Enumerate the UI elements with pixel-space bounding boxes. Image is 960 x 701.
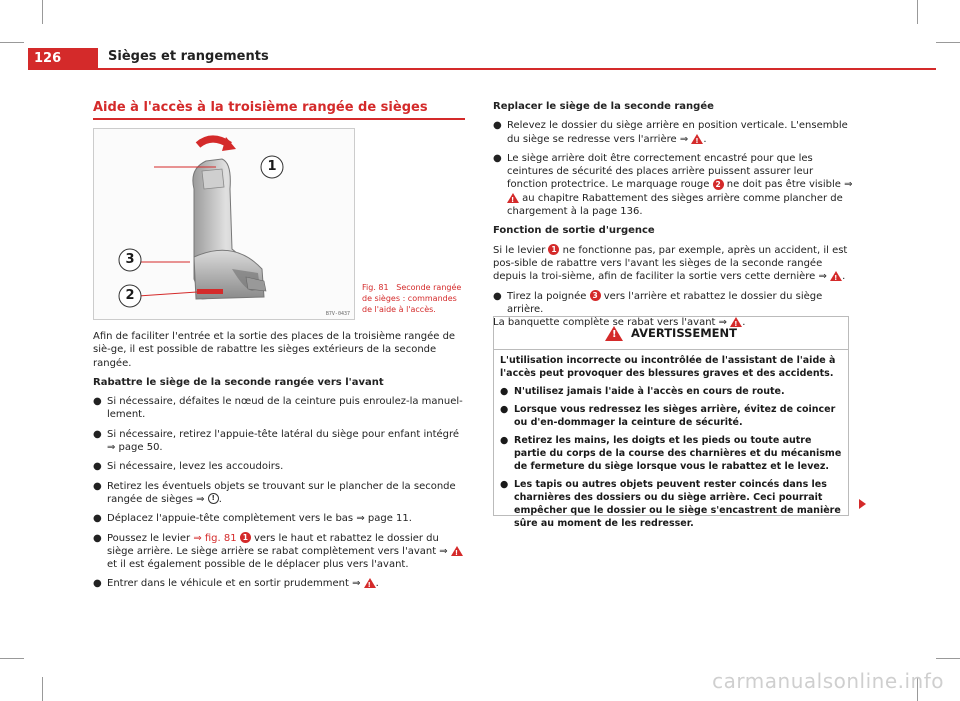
list-item-text: Entrer dans le véhicule et en sortir prudemment ⇒ xyxy=(107,578,361,590)
warning-icon[interactable] xyxy=(451,546,463,556)
warning-header xyxy=(494,317,848,350)
right-column xyxy=(493,100,853,335)
figure-caption xyxy=(362,282,466,315)
crop-mark xyxy=(42,0,43,24)
list-item-text: Si nécessaire, retirez l'appuie-tête latéral du siège pour enfant intégré ⇒ page 50. xyxy=(107,428,460,454)
list-item: ● Tirez la poignée 3 vers l'arrière et rabattez le dossier du siège arrière. xyxy=(493,290,823,315)
list-item-text: vers l'arrière et rabattez le dossier du siège arrière. xyxy=(507,290,823,315)
list-item-text: Si nécessaire, levez les accoudoirs. xyxy=(107,461,284,473)
paragraph-text: ne fonctionne pas, par exemple, après un accident, il est pos-sible de rabattre vers l'avant les sièges de la seconde rangée depuis la troi-sième, afin de faciliter la sortie vers cette dernière ⇒ xyxy=(493,244,848,283)
list-item-text: Relevez le dossier du siège arrière en position verticale. L'ensemble du siège se redresse vers l'arrière ⇒ xyxy=(507,120,848,145)
warning-icon xyxy=(605,326,623,341)
list-item: ● Si nécessaire, défaites le nœud de la ceinture puis enroulez-la manuel-lement. xyxy=(93,396,463,421)
list-item: ● Poussez le levier ⇒ fig. 81 1 vers le haut et rabattez le dossier du siège arrière. Le siège arrière se rabat complètement vers l'avant ⇒ ! et il est également possible de le déplacer plus vers l'avant. xyxy=(93,532,465,572)
paragraph-text: La banquette complète se rabat vers l'avant ⇒ xyxy=(493,317,728,329)
section-title: Aide à l'accès à la troisième rangée de sièges xyxy=(93,100,428,115)
crop-mark xyxy=(0,42,24,43)
list-item-text: Le siège arrière doit être correctement encastré pour que les ceintures de sécurité des places arrière puissent assurer leur fonction protectrice. Le marquage rouge xyxy=(507,152,814,191)
callout-ref: 1 xyxy=(240,532,251,543)
warning-icon[interactable] xyxy=(364,578,376,588)
list-item: ● Les tapis ou autres objets peuvent rester coincés dans les charnières des dossiers ou du siège arrière. Ceci pourrait empêcher que le dossier ou le siège s'encastrent de manière sûre au moment de les redresser. xyxy=(500,479,841,529)
warning-body xyxy=(494,350,848,530)
figure-caption-text: Seconde rangée de sièges : commandes de l'aide à l'accès. xyxy=(362,283,462,314)
seat-figure xyxy=(93,128,355,320)
list-item: ● Entrer dans le véhicule et en sortir prudemment ⇒ ! . xyxy=(93,577,465,590)
watermark: carmanualsonline.info xyxy=(712,669,944,693)
list-item-text: Les tapis ou autres objets peuvent rester coincés dans les charnières des dossiers ou du siège arrière. Ceci pourrait empêcher que le dossier ou le siège s'encastrent de manière sûre au moment de les redresser. xyxy=(514,479,841,529)
list-item: ● Relevez le dossier du siège arrière en position verticale. L'ensemble du siège se redresse vers l'arrière ⇒ ! . xyxy=(493,119,853,146)
list-item-text: vers le haut et rabattez le dossier du siège arrière. Le siège arrière se rabat complètement vers l'avant ⇒ xyxy=(107,532,448,557)
chapter-title: Sièges et rangements xyxy=(108,49,269,64)
callout-2-label: 2 xyxy=(125,288,135,303)
list-item-text: Retirez les mains, les doigts et les pieds ou toute autre partie du corps de la course des charnières et du mécanisme de fermeture du siège lorsque vous le rabattez et le levez. xyxy=(514,435,842,472)
warning-icon[interactable] xyxy=(507,193,519,203)
left-column xyxy=(93,330,465,597)
list-item: ● N'utilisez jamais l'aide à l'accès en cours de route. xyxy=(500,386,785,397)
crop-mark xyxy=(936,658,960,659)
list-item-text: Poussez le levier xyxy=(107,532,194,544)
list-item-text: Tirez la poignée xyxy=(507,290,590,302)
subheading-fold: Rabattre le siège de la seconde rangée vers l'avant xyxy=(93,376,384,388)
figure-code: B7V-0437 xyxy=(325,311,350,317)
subheading-replace: Replacer le siège de la seconde rangée xyxy=(493,101,714,112)
list-item: ● Si nécessaire, levez les accoudoirs. xyxy=(93,461,284,473)
callout-ref: 1 xyxy=(548,244,559,255)
warning-icon[interactable] xyxy=(691,134,703,144)
header-rule xyxy=(98,68,936,70)
crop-mark xyxy=(42,677,43,701)
crop-mark xyxy=(917,0,918,24)
list-item: ● Retirez les éventuels objets se trouvant sur le plancher de la seconde rangée de sièges ⇒ ! . xyxy=(93,480,456,505)
warning-title: AVERTISSEMENT xyxy=(630,326,737,340)
paragraph-text: Si le levier xyxy=(493,244,549,256)
list-item-text: Retirez les éventuels objets se trouvant sur le plancher de la seconde rangée de sièges ⇒ xyxy=(107,480,456,505)
emergency-paragraph: Si le levier 1 ne fonctionne pas, par exemple, après un accident, il est pos-sible de rabattre vers l'avant les sièges de la seconde rangée depuis la troi-sième, afin de faciliter la sortie vers cette dernière ⇒ ! . xyxy=(493,244,853,284)
list-item-text: Si nécessaire, défaites le nœud de la ceinture puis enroulez-la manuel-lement. xyxy=(107,396,463,421)
list-item-text: Déplacez l'appuie-tête complètement vers le bas ⇒ page 11. xyxy=(107,513,412,525)
list-item: ● Le siège arrière doit être correctement encastré pour que les ceintures de sécurité des places arrière puissent assurer leur fonction protectrice. Le marquage rouge 2 ne doit pas être visible ⇒ ! au chapitre Rabattement des sièges arrière comme plancher de chargement à la page 136. xyxy=(493,152,853,218)
tail-paragraph: La banquette complète se rabat vers l'avant ⇒ ! . xyxy=(493,316,853,329)
list-item: ● Lorsque vous redressez les sièges arrière, évitez de coincer ou d'en-dommager la ceinture de sécurité. xyxy=(500,404,836,428)
continue-arrow-icon xyxy=(859,499,866,509)
list-item-text: N'utilisez jamais l'aide à l'accès en cours de route. xyxy=(514,386,785,397)
callout-3-label: 3 xyxy=(125,252,135,267)
figure-caption-label: Fig. 81 xyxy=(362,283,389,292)
page-number: 126 xyxy=(28,48,98,70)
list-item-text: au chapitre Rabattement des sièges arrière comme plancher de chargement à la page 136. xyxy=(507,192,843,218)
callout-ref: 2 xyxy=(713,179,724,190)
intro-paragraph: Afin de faciliter l'entrée et la sortie des places de la troisième rangée de siè-ge, il est possible de rabattre les sièges extérieurs de la seconde rangée. xyxy=(93,331,456,369)
list-item-text: et il est également possible de le déplacer plus vers l'avant. xyxy=(107,559,409,571)
list-item-text: ne doit pas être visible ⇒ xyxy=(723,179,853,191)
list-item-text: Lorsque vous redressez les sièges arrière, évitez de coincer ou d'en-dommager la ceinture de sécurité. xyxy=(514,404,836,428)
section-rule xyxy=(93,118,465,120)
warning-box xyxy=(493,316,849,529)
info-icon[interactable]: ! xyxy=(208,493,219,504)
warning-icon[interactable] xyxy=(830,271,842,281)
crop-mark xyxy=(0,658,24,659)
subheading-emergency: Fonction de sortie d'urgence xyxy=(493,225,655,237)
figure-link[interactable]: ⇒ fig. 81 xyxy=(193,532,237,544)
list-item: ● Si nécessaire, retirez l'appuie-tête latéral du siège pour enfant intégré ⇒ page 50. xyxy=(93,428,460,454)
list-item: ● Retirez les mains, les doigts et les pieds ou toute autre partie du corps de la course des charnières et du mécanisme de fermeture du siège lorsque vous le rabattez et le levez. xyxy=(500,435,842,472)
callout-ref: 3 xyxy=(590,290,601,301)
warning-intro: L'utilisation incorrecte ou incontrôlée de l'assistant de l'aide à l'accès peut provoquer des blessures graves et des accidents. xyxy=(500,355,836,379)
callout-1-label: 1 xyxy=(267,159,277,174)
list-item: ● Déplacez l'appuie-tête complètement vers le bas ⇒ page 11. xyxy=(93,513,412,525)
crop-mark xyxy=(936,42,960,43)
